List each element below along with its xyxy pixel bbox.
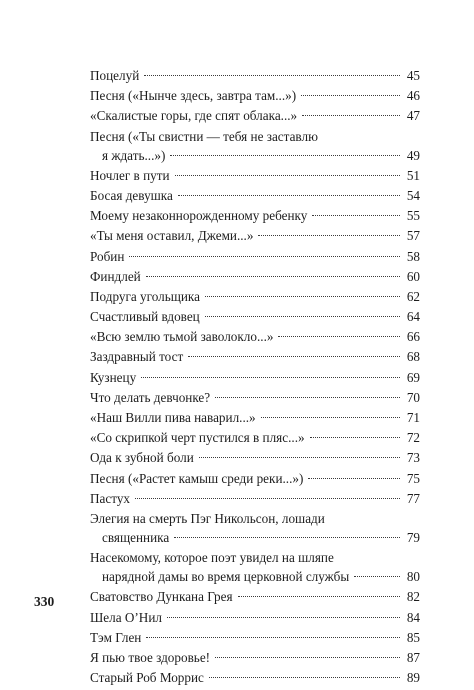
toc-entry	[90, 668, 420, 687]
dot-leader	[310, 437, 400, 438]
toc-entry-line	[90, 146, 420, 165]
toc-entry-page: 70	[406, 389, 420, 405]
dot-leader	[178, 195, 400, 196]
toc-entry-title: Моему незаконнорожденному ребенку	[90, 208, 308, 224]
toc-entry	[90, 509, 420, 547]
toc-entry	[90, 469, 420, 488]
toc-entry-line	[90, 66, 420, 85]
toc-entry-line	[90, 567, 420, 586]
dot-leader	[188, 356, 400, 357]
toc-entry-title: Робин	[90, 248, 125, 264]
toc-entry-title-continued: я ждать...»)	[102, 147, 166, 163]
toc-entry-line	[90, 428, 420, 447]
toc-entry-line	[90, 287, 420, 306]
dot-leader	[215, 397, 400, 398]
toc-entry	[90, 247, 420, 266]
toc-entry-title: Финдлей	[90, 268, 141, 284]
toc-entry-page: 60	[406, 268, 420, 284]
toc-entry-page: 71	[406, 410, 420, 425]
dot-leader	[144, 75, 400, 76]
toc-entry-page: 55	[406, 208, 420, 224]
toc-entry-title: Ночлег в пути	[90, 167, 170, 183]
toc-entry-title: Шела О’Нил	[90, 609, 162, 625]
toc-entry-line	[90, 106, 420, 125]
toc-entry-line	[90, 368, 420, 387]
toc-entry-page: 68	[406, 349, 420, 365]
toc-entry-title: Кузнецу	[90, 369, 137, 385]
toc-entry-line	[90, 388, 420, 407]
toc-entry-title: Заздравный тост	[90, 349, 184, 365]
toc-entry-page: 73	[406, 450, 420, 466]
toc-entry	[90, 368, 420, 387]
toc-entry-page: 80	[406, 569, 420, 585]
toc-entry-page: 82	[406, 589, 420, 605]
toc-entry-line	[90, 86, 420, 105]
toc-entry-title-continued: нарядной дамы во время церковной службы	[102, 569, 350, 585]
dot-leader	[174, 537, 400, 538]
toc-entry-page: 89	[406, 670, 420, 686]
toc-entry-line	[90, 628, 420, 647]
toc-entry-title: «Всю землю тьмой заволокло...»	[90, 329, 274, 345]
toc-entry-line	[90, 226, 420, 245]
toc-entry	[90, 267, 420, 286]
toc-entry-page: 57	[406, 228, 420, 244]
toc-entry-title: Тэм Глен	[90, 629, 142, 645]
toc-entry-page: 62	[406, 288, 420, 304]
dot-leader	[261, 417, 400, 418]
dot-leader	[129, 256, 400, 257]
toc-entry-title: Поцелуй	[90, 68, 140, 83]
dot-leader	[278, 336, 400, 337]
toc-entry-page: 85	[406, 629, 420, 645]
toc-entry-title: Песня («Нынче здесь, завтра там...»)	[90, 88, 297, 104]
toc-entry-title: Пастух	[90, 490, 131, 506]
toc-entry-line	[90, 448, 420, 467]
toc-entry	[90, 608, 420, 627]
toc-entry-line	[90, 206, 420, 225]
toc-entry-page: 49	[406, 147, 420, 163]
toc-entry-title: Ода к зубной боли	[90, 450, 194, 466]
toc-entry	[90, 428, 420, 447]
toc-entry-title: Я пью твое здоровье!	[90, 649, 211, 665]
toc-entry-line	[90, 247, 420, 266]
toc-entry-title: Сватовство Дункана Грея	[90, 589, 233, 605]
toc-entry-title-continued: священника	[102, 529, 170, 545]
toc-entry-line	[90, 608, 420, 627]
toc-entry-page: 69	[406, 369, 420, 385]
toc-entry-page: 45	[406, 68, 420, 83]
toc-entry	[90, 628, 420, 647]
toc-entry	[90, 226, 420, 245]
toc-entry-page: 47	[406, 108, 420, 124]
toc-entry	[90, 587, 420, 606]
toc-entry-page: 79	[406, 529, 420, 545]
dot-leader	[205, 316, 400, 317]
dot-leader	[170, 155, 400, 156]
dot-leader	[209, 677, 400, 678]
dot-leader	[215, 657, 400, 658]
toc-entry-title: Босая девушка	[90, 187, 173, 203]
toc-entry	[90, 347, 420, 366]
dot-leader	[205, 296, 400, 297]
toc-entry-title: «Наш Вилли пива наварил...»	[90, 410, 256, 425]
dot-leader	[146, 276, 400, 277]
toc-entry-page: 54	[406, 187, 420, 203]
toc-entry-title: Подруга угольщика	[90, 288, 200, 304]
toc-entry	[90, 166, 420, 185]
toc-entry-line	[90, 528, 420, 547]
toc-entry-line	[90, 469, 420, 488]
toc-entry	[90, 127, 420, 165]
table-of-contents	[90, 66, 420, 688]
toc-entry	[90, 489, 420, 508]
dot-leader	[312, 215, 400, 216]
dot-leader	[146, 637, 400, 638]
toc-entry	[90, 206, 420, 225]
toc-entry	[90, 408, 420, 427]
toc-entry	[90, 307, 420, 326]
toc-entry	[90, 548, 420, 586]
toc-entry-line	[90, 408, 420, 427]
toc-entry	[90, 287, 420, 306]
dot-leader	[141, 377, 400, 378]
toc-entry-title: «Ты меня оставил, Джеми...»	[90, 228, 254, 244]
dot-leader	[302, 115, 400, 116]
toc-entry	[90, 327, 420, 346]
toc-entry	[90, 648, 420, 667]
dot-leader	[308, 478, 400, 479]
toc-entry-title: «Со скрипкой черт пустился в пляс...»	[90, 430, 305, 446]
toc-entry-line	[90, 648, 420, 667]
toc-entry	[90, 86, 420, 105]
toc-entry-page: 72	[406, 430, 420, 446]
toc-entry-line	[90, 327, 420, 346]
toc-entry-line	[90, 587, 420, 606]
toc-entry-title: Песня («Ты свистни — тебя не заставлю	[90, 128, 318, 144]
dot-leader	[301, 95, 400, 96]
toc-entry	[90, 388, 420, 407]
dot-leader	[135, 498, 400, 499]
toc-entry-page: 51	[406, 167, 420, 183]
toc-entry-title: «Скалистые горы, где спят облака...»	[90, 108, 298, 124]
toc-entry-title: Что делать девчонке?	[90, 389, 211, 405]
toc-entry-page: 84	[406, 609, 420, 625]
toc-entry-page: 87	[406, 649, 420, 665]
toc-entry	[90, 66, 420, 85]
toc-entry-line	[90, 489, 420, 508]
dot-leader	[258, 235, 400, 236]
toc-entry-page: 75	[406, 470, 420, 486]
toc-entry	[90, 106, 420, 125]
dot-leader	[167, 617, 400, 618]
toc-entry	[90, 448, 420, 467]
toc-entry-page: 77	[406, 490, 420, 506]
toc-entry-page: 46	[406, 88, 420, 104]
toc-entry	[90, 186, 420, 205]
dot-leader	[175, 175, 400, 176]
dot-leader	[354, 576, 400, 577]
toc-entry-page: 66	[406, 329, 420, 345]
toc-entry-page: 64	[406, 309, 420, 325]
toc-entry-line	[90, 307, 420, 326]
toc-entry-line	[90, 668, 420, 687]
toc-entry-page: 58	[406, 248, 420, 264]
toc-entry-title: Насекомому, которое поэт увидел на шляпе	[90, 550, 334, 566]
toc-entry-line	[90, 186, 420, 205]
toc-entry-line	[90, 267, 420, 286]
toc-entry-line	[90, 347, 420, 366]
dot-leader	[238, 596, 400, 597]
toc-entry-line	[90, 166, 420, 185]
page-number: 330	[34, 594, 55, 609]
toc-entry-title: Счастливый вдовец	[90, 309, 200, 325]
toc-entry-title: Старый Роб Моррис	[90, 670, 204, 686]
dot-leader	[199, 457, 400, 458]
toc-entry-title: Элегия на смерть Пэг Никольсон, лошади	[90, 510, 325, 526]
toc-entry-title: Песня («Растет камыш среди реки...»)	[90, 470, 304, 486]
